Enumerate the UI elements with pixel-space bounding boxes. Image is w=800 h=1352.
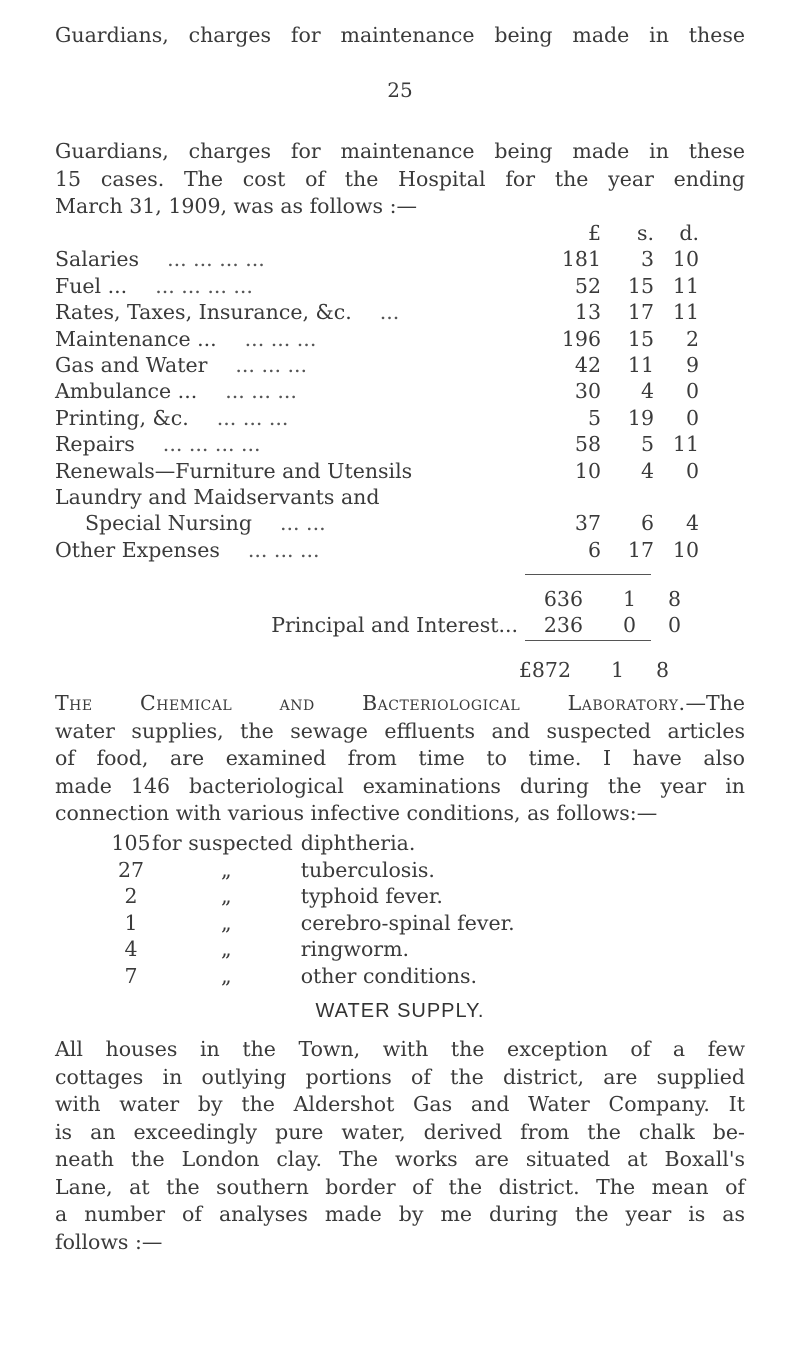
dot-leader: ... ... ...	[225, 379, 297, 404]
examination-row	[110, 857, 515, 884]
cost-label	[55, 246, 548, 272]
cost-shillings: 4	[640, 458, 654, 483]
laboratory-line-5: connection with various infective conditions, as follows:—	[55, 801, 658, 825]
dot-leader: ... ... ... ...	[162, 432, 261, 457]
cost-pence	[654, 484, 699, 510]
water-line-6: Lane, at the southern border of the district. The mean of	[55, 1174, 745, 1199]
examination-prefix: for suspected	[152, 831, 293, 855]
cost-row	[55, 537, 699, 563]
intro-line-1: Guardians, charges for maintenance being made in these	[55, 139, 745, 163]
subtotal-shillings: 1	[622, 587, 636, 611]
total-pence: 8	[655, 658, 669, 682]
cost-pence: 0	[685, 379, 699, 404]
cost-label	[55, 458, 548, 484]
examination-count: 2	[124, 884, 138, 908]
cost-pence: 11	[672, 432, 699, 457]
water-line-5: neath the London clay. The works are situated at Boxall's	[55, 1147, 745, 1171]
examination-row	[110, 830, 515, 857]
cost-shillings: 4	[640, 379, 654, 404]
pounds-header: £	[587, 221, 601, 245]
laboratory-paragraph	[55, 690, 745, 828]
interest-pounds: 236	[543, 613, 583, 638]
dot-leader: ... ... ...	[247, 537, 320, 562]
examination-count: 105	[111, 831, 151, 855]
dot-leader: ... ... ...	[235, 353, 308, 378]
water-line-3: with water by the Aldershot Gas and Water Company. It	[55, 1092, 745, 1116]
maintenance-cost-intro	[55, 138, 745, 221]
examination-count: 1	[124, 910, 138, 935]
cost-pounds: 6	[587, 537, 601, 562]
examination-prefix: „	[221, 884, 232, 908]
interest-label: Principal and Interest...	[271, 613, 518, 638]
cost-label-text: Ambulance ...	[55, 379, 198, 404]
intro-line-2: 15 cases. The cost of the Hospital for the year ending	[55, 166, 745, 191]
examination-condition: typhoid fever.	[300, 884, 443, 908]
cost-label	[55, 378, 548, 404]
cost-label	[55, 510, 548, 536]
examination-condition: other conditions.	[300, 963, 478, 988]
dot-leader: ...	[379, 300, 400, 325]
cost-label	[55, 537, 548, 563]
total-shillings: 1	[610, 658, 624, 682]
cost-row	[55, 326, 699, 352]
cost-shillings: 17	[627, 300, 654, 325]
laboratory-line-3: of food, are examined from time to time. I have also	[55, 746, 745, 770]
examination-prefix: „	[221, 963, 232, 988]
examination-condition: diphtheria.	[300, 831, 416, 855]
cost-row	[55, 484, 699, 510]
cost-label	[55, 352, 548, 378]
cost-label-text: Rates, Taxes, Insurance, &c.	[55, 300, 352, 325]
cost-shillings: 15	[627, 326, 654, 351]
laboratory-line-2: water supplies, the sewage effluents and suspected articles	[55, 718, 745, 743]
cost-row	[55, 246, 699, 272]
pence-header: d.	[679, 221, 699, 245]
subtotal-pence: 8	[667, 587, 681, 611]
examinations-list	[110, 830, 515, 989]
cost-pence: 4	[685, 511, 699, 536]
cost-pounds: 196	[561, 326, 601, 351]
interest-shillings: 0	[622, 613, 636, 638]
cost-label	[55, 431, 548, 457]
cost-pounds	[548, 484, 601, 510]
cost-label-text: Special Nursing	[85, 511, 252, 536]
cost-pence: 0	[685, 458, 699, 483]
cost-pence: 10	[672, 247, 699, 272]
examination-row	[110, 963, 515, 990]
cost-label	[55, 484, 548, 510]
cost-pounds: 5	[587, 405, 601, 430]
cost-label	[55, 405, 548, 431]
examination-prefix: „	[221, 937, 232, 961]
cost-label-text: Fuel ...	[55, 273, 128, 298]
dot-leader: ... ... ...	[244, 326, 317, 351]
interest-pence: 0	[667, 613, 681, 638]
cost-pounds: 181	[561, 247, 601, 272]
examination-row	[110, 883, 515, 910]
cost-pounds: 42	[574, 353, 601, 378]
water-line-8: follows :—	[55, 1229, 163, 1254]
total-row	[55, 657, 669, 683]
cost-label-text: Maintenance ...	[55, 326, 217, 351]
cost-pounds: 58	[574, 432, 601, 457]
totals-table	[55, 586, 681, 639]
examination-condition: ringworm.	[300, 937, 410, 961]
cost-label-text: Other Expenses	[55, 537, 220, 562]
cost-pounds: 13	[574, 300, 601, 325]
water-line-1: All houses in the Town, with the exception of a few	[55, 1037, 745, 1061]
cost-label-text: Laundry and Maidservants and	[55, 485, 380, 510]
cost-pence: 2	[685, 326, 699, 351]
grand-total-table	[55, 657, 669, 683]
cost-pence: 9	[685, 353, 699, 378]
cost-row	[55, 352, 699, 378]
water-supply-paragraph	[55, 1036, 745, 1256]
examination-prefix: „	[221, 910, 232, 935]
cost-pence: 10	[672, 537, 699, 562]
cost-row	[55, 299, 699, 325]
examination-prefix: „	[221, 857, 232, 882]
examination-count: 7	[124, 963, 138, 988]
examination-row	[110, 936, 515, 963]
cost-row	[55, 273, 699, 299]
laboratory-line-1-text: —The	[685, 691, 745, 715]
cost-label-text: Salaries	[55, 247, 140, 272]
cost-pounds: 10	[574, 458, 601, 483]
laboratory-heading: The Chemical and Bacteriological Laboratory.	[55, 691, 686, 715]
cost-row	[55, 510, 699, 536]
cost-shillings: 15	[627, 273, 654, 298]
cost-pounds: 52	[574, 273, 601, 298]
cost-label	[55, 326, 548, 352]
cost-table-body	[55, 220, 699, 563]
cost-pence: 11	[672, 273, 699, 298]
cost-label-text: Renewals—Furniture and Utensils	[55, 458, 413, 483]
cost-shillings: 17	[627, 537, 654, 562]
cost-shillings: 11	[627, 353, 654, 378]
currency-header-row	[55, 220, 699, 246]
cost-row	[55, 431, 699, 457]
water-line-4: is an exceedingly pure water, derived from the chalk be-	[55, 1119, 745, 1144]
water-line-7: a number of analyses made by me during the year is as	[55, 1202, 745, 1226]
cost-shillings: 5	[640, 432, 654, 457]
cost-shillings: 6	[640, 511, 654, 536]
water-line-2: cottages in outlying portions of the district, are supplied	[55, 1064, 745, 1089]
interest-row	[55, 612, 681, 638]
cost-shillings: 19	[627, 405, 654, 430]
page-number: 25	[387, 78, 413, 102]
intro-line-3: March 31, 1909, was as follows :—	[55, 194, 417, 218]
dot-leader: ... ... ... ...	[155, 273, 253, 298]
examination-condition: tuberculosis.	[300, 857, 435, 882]
cost-shillings: 3	[640, 247, 654, 272]
cost-row	[55, 458, 699, 484]
dot-leader: ... ... ...	[216, 405, 289, 430]
cost-row	[55, 378, 699, 404]
examination-condition: cerebro-spinal fever.	[300, 910, 515, 935]
laboratory-line-1	[55, 690, 745, 718]
dot-leader: ... ... ... ...	[167, 247, 265, 272]
examinations-body	[110, 830, 515, 989]
examination-count: 27	[117, 857, 145, 882]
examination-row	[110, 910, 515, 937]
cost-pounds: 30	[574, 379, 601, 404]
cost-label-text: Printing, &c.	[55, 405, 189, 430]
shillings-header: s.	[636, 221, 654, 245]
cost-label	[55, 299, 548, 325]
dot-leader: ... ...	[279, 511, 326, 536]
cost-pounds: 37	[574, 511, 601, 536]
cost-pence: 0	[685, 405, 699, 430]
cost-label-text: Repairs	[55, 432, 135, 457]
water-supply-title: WATER SUPPLY.	[315, 1000, 485, 1022]
intro-paragraph-body	[55, 22, 745, 50]
examination-count: 4	[124, 937, 138, 961]
cost-row	[55, 405, 699, 431]
total-rule	[525, 640, 651, 641]
subtotal-rule	[525, 574, 651, 575]
laboratory-line-4: made 146 bacteriological examinations during the year in	[55, 773, 745, 798]
cost-label	[55, 273, 548, 299]
total-pounds: £872	[518, 658, 571, 682]
intro-line: Guardians, charges for maintenance being made in these	[55, 23, 745, 47]
subtotal-row	[55, 586, 681, 612]
hospital-cost-table	[55, 220, 699, 563]
cost-shillings	[601, 484, 654, 510]
cost-pence: 11	[672, 300, 699, 325]
cost-label-text: Gas and Water	[55, 353, 208, 378]
subtotal-pounds: 636	[543, 587, 583, 611]
